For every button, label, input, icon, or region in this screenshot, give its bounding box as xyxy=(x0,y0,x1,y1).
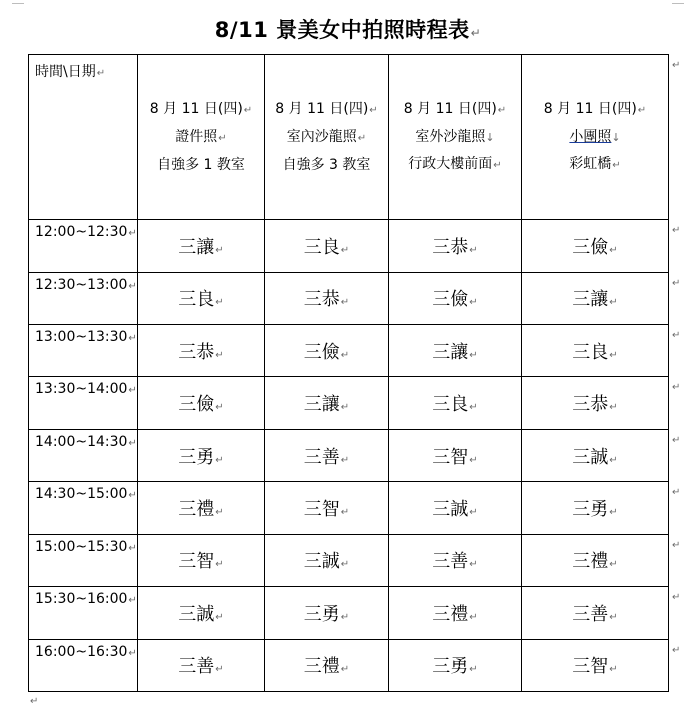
cell-end-mark-icon: ↵ xyxy=(357,133,367,145)
document-end-mark-icon: ↵ xyxy=(30,696,39,707)
class-name: 三儉 xyxy=(178,394,215,416)
column-type: 室內沙龍照 xyxy=(286,129,357,146)
class-cell xyxy=(522,377,669,429)
class-cell xyxy=(265,429,389,481)
cell-end-mark-icon: ↵ xyxy=(128,647,137,659)
class-cell xyxy=(389,587,522,639)
class-cell xyxy=(138,324,265,376)
class-cell xyxy=(138,587,265,639)
cell-end-mark-icon: ↵ xyxy=(128,542,137,554)
class-cell xyxy=(265,482,389,534)
class-cell xyxy=(138,220,265,272)
row-end-mark-icon: ↵ xyxy=(672,540,681,551)
column-date: 8 月 11 日(四) xyxy=(543,100,637,117)
cell-end-mark-icon: ↵ xyxy=(340,297,350,309)
cell-end-mark-icon: ↵ xyxy=(128,280,137,292)
class-name: 三誠 xyxy=(178,603,215,625)
class-name: 三恭 xyxy=(432,236,469,258)
header-column-1 xyxy=(138,55,265,220)
class-name: 三讓 xyxy=(178,236,215,258)
class-cell xyxy=(265,639,389,691)
line-break-arrow-icon: ↓ xyxy=(611,130,621,144)
class-cell xyxy=(522,482,669,534)
title-text: 8/11 景美女中拍照時程表 xyxy=(214,18,470,42)
schedule-row xyxy=(29,587,669,639)
cell-end-mark-icon: ↵ xyxy=(493,159,502,171)
cell-end-mark-icon: ↵ xyxy=(215,664,224,676)
cell-end-mark-icon: ↵ xyxy=(469,559,478,571)
class-cell xyxy=(138,429,265,481)
cell-end-mark-icon: ↵ xyxy=(609,402,618,414)
time-slot-label: 16:00~16:30 xyxy=(35,643,128,660)
time-slot-label: 13:30~14:00 xyxy=(35,381,128,398)
class-cell xyxy=(265,587,389,639)
cell-end-mark-icon: ↵ xyxy=(128,385,137,397)
class-name: 三禮 xyxy=(178,498,215,520)
class-name: 三善 xyxy=(303,446,340,468)
cell-end-mark-icon: ↵ xyxy=(340,506,350,518)
cell-end-mark-icon: ↵ xyxy=(128,437,137,449)
row-end-mark-icon: ↵ xyxy=(672,225,681,236)
class-cell xyxy=(138,482,265,534)
schedule-row xyxy=(29,429,669,481)
cell-end-mark-icon: ↵ xyxy=(469,349,478,361)
class-cell xyxy=(522,534,669,586)
cell-end-mark-icon: ↵ xyxy=(128,228,137,240)
class-name: 三善 xyxy=(178,656,215,678)
column-location: 彩虹橋 xyxy=(569,155,612,172)
cell-end-mark-icon: ↵ xyxy=(340,402,350,414)
time-slot-label: 12:30~13:00 xyxy=(35,276,128,293)
cell-end-mark-icon: ↵ xyxy=(609,611,618,623)
cell-end-mark-icon: ↵ xyxy=(215,244,224,256)
cell-end-mark-icon: ↵ xyxy=(340,611,350,623)
time-slot-label: 14:30~15:00 xyxy=(35,486,128,503)
time-slot-label: 12:00~12:30 xyxy=(35,224,128,241)
schedule-table xyxy=(28,54,669,692)
header-row xyxy=(29,55,669,220)
class-name: 三善 xyxy=(572,603,609,625)
schedule-row xyxy=(29,482,669,534)
document-title xyxy=(0,14,696,44)
cell-end-mark-icon: ↵ xyxy=(215,611,224,623)
class-name: 三智 xyxy=(432,446,469,468)
class-name: 三禮 xyxy=(303,656,340,678)
row-end-mark-icon: ↵ xyxy=(672,645,681,656)
page-corner-mark-right xyxy=(672,3,684,4)
class-name: 三誠 xyxy=(432,498,469,520)
row-end-mark-icon: ↵ xyxy=(672,330,681,341)
class-name: 三智 xyxy=(572,656,609,678)
row-end-mark-icon: ↵ xyxy=(672,592,681,603)
class-name: 三勇 xyxy=(432,656,469,678)
class-name: 三良 xyxy=(572,341,609,363)
cell-end-mark-icon: ↵ xyxy=(609,454,618,466)
row-end-mark-icon: ↵ xyxy=(672,278,681,289)
column-date: 8 月 11 日(四) xyxy=(275,101,369,118)
time-slot-cell xyxy=(29,220,138,272)
schedule-row xyxy=(29,639,669,691)
class-name: 三儉 xyxy=(303,341,340,363)
paragraph-mark-icon: ↵ xyxy=(470,26,482,40)
cell-end-mark-icon: ↵ xyxy=(469,297,478,309)
time-slot-cell xyxy=(29,639,138,691)
schedule-row xyxy=(29,377,669,429)
class-cell xyxy=(265,534,389,586)
cell-end-mark-icon: ↵ xyxy=(609,297,618,309)
class-cell xyxy=(389,324,522,376)
time-slot-cell xyxy=(29,377,138,429)
schedule-row xyxy=(29,220,669,272)
class-name: 三勇 xyxy=(303,603,340,625)
corner-label: 時間\日期 xyxy=(35,64,96,80)
time-slot-cell xyxy=(29,534,138,586)
column-location: 自強多 3 教室 xyxy=(282,157,371,174)
class-cell xyxy=(138,639,265,691)
cell-end-mark-icon: ↵ xyxy=(469,402,478,414)
time-slot-cell xyxy=(29,587,138,639)
class-name: 三智 xyxy=(303,498,340,520)
row-end-mark-icon: ↵ xyxy=(672,60,681,71)
class-name: 三恭 xyxy=(178,341,215,363)
header-corner-cell xyxy=(29,55,138,220)
row-end-mark-icon: ↵ xyxy=(672,487,681,498)
cell-end-mark-icon: ↵ xyxy=(215,506,224,518)
class-name: 三讓 xyxy=(432,341,469,363)
cell-end-mark-icon: ↵ xyxy=(469,664,478,676)
header-column-4 xyxy=(522,55,669,220)
schedule-row xyxy=(29,324,669,376)
cell-end-mark-icon: ↵ xyxy=(340,349,350,361)
column-location: 行政大樓前面 xyxy=(408,155,493,172)
column-type: 小團照 xyxy=(569,128,612,145)
class-name: 三善 xyxy=(432,551,469,573)
schedule-row xyxy=(29,272,669,324)
class-cell xyxy=(265,220,389,272)
cell-end-mark-icon: ↵ xyxy=(369,105,378,117)
time-slot-cell xyxy=(29,429,138,481)
cell-end-mark-icon: ↵ xyxy=(469,454,478,466)
cell-end-mark-icon: ↵ xyxy=(637,104,647,116)
cell-end-mark-icon: ↵ xyxy=(340,664,350,676)
cell-end-mark-icon: ↵ xyxy=(609,244,618,256)
class-name: 三禮 xyxy=(572,551,609,573)
class-name: 三儉 xyxy=(432,289,469,311)
time-slot-cell xyxy=(29,324,138,376)
class-cell xyxy=(389,220,522,272)
cell-end-mark-icon: ↵ xyxy=(215,349,224,361)
class-cell xyxy=(265,272,389,324)
cell-end-mark-icon: ↵ xyxy=(218,133,227,145)
cell-end-mark-icon: ↵ xyxy=(128,490,137,502)
time-slot-cell xyxy=(29,482,138,534)
cell-end-mark-icon: ↵ xyxy=(96,68,106,79)
cell-end-mark-icon: ↵ xyxy=(340,559,350,571)
time-slot-cell xyxy=(29,272,138,324)
class-cell xyxy=(522,220,669,272)
class-cell xyxy=(389,377,522,429)
class-name: 三恭 xyxy=(572,394,609,416)
header-column-3 xyxy=(389,55,522,220)
class-cell xyxy=(522,587,669,639)
cell-end-mark-icon: ↵ xyxy=(497,104,507,116)
time-slot-label: 13:00~13:30 xyxy=(35,328,128,345)
class-name: 三儉 xyxy=(572,236,609,258)
class-name: 三讓 xyxy=(572,289,609,311)
class-name: 三勇 xyxy=(572,498,609,520)
line-break-arrow-icon: ↓ xyxy=(485,130,495,144)
cell-end-mark-icon: ↵ xyxy=(340,454,350,466)
class-cell xyxy=(389,272,522,324)
cell-end-mark-icon: ↵ xyxy=(128,332,137,344)
class-cell xyxy=(265,324,389,376)
time-slot-label: 14:00~14:30 xyxy=(35,433,128,450)
class-cell xyxy=(522,272,669,324)
class-cell xyxy=(138,534,265,586)
class-cell xyxy=(389,482,522,534)
cell-end-mark-icon: ↵ xyxy=(609,559,618,571)
time-slot-label: 15:00~15:30 xyxy=(35,538,128,555)
column-type: 室外沙龍照 xyxy=(415,128,486,145)
cell-end-mark-icon: ↵ xyxy=(609,664,618,676)
column-type: 證件照 xyxy=(175,129,218,146)
class-cell xyxy=(522,639,669,691)
cell-end-mark-icon: ↵ xyxy=(469,611,478,623)
class-cell xyxy=(389,639,522,691)
class-cell xyxy=(138,272,265,324)
class-cell xyxy=(522,429,669,481)
header-column-2 xyxy=(265,55,389,220)
time-slot-label: 15:30~16:00 xyxy=(35,591,128,608)
class-name: 三讓 xyxy=(303,394,340,416)
schedule-row xyxy=(29,534,669,586)
class-name: 三禮 xyxy=(432,603,469,625)
class-name: 三誠 xyxy=(303,551,340,573)
column-date: 8 月 11 日(四) xyxy=(403,100,497,117)
row-end-mark-icon: ↵ xyxy=(672,435,681,446)
column-date: 8 月 11 日(四) xyxy=(149,101,243,118)
cell-end-mark-icon: ↵ xyxy=(215,297,224,309)
class-name: 三勇 xyxy=(178,446,215,468)
schedule-body xyxy=(29,220,669,692)
class-cell xyxy=(265,377,389,429)
column-location: 自強多 1 教室 xyxy=(157,157,245,174)
row-end-mark-icon: ↵ xyxy=(672,382,681,393)
class-name: 三誠 xyxy=(572,446,609,468)
class-name: 三良 xyxy=(303,236,340,258)
cell-end-mark-icon: ↵ xyxy=(128,595,137,607)
class-name: 三恭 xyxy=(303,289,340,311)
page-corner-mark-left xyxy=(12,3,24,4)
cell-end-mark-icon: ↵ xyxy=(215,559,224,571)
class-name: 三智 xyxy=(178,551,215,573)
cell-end-mark-icon: ↵ xyxy=(243,105,253,117)
cell-end-mark-icon: ↵ xyxy=(609,506,618,518)
class-cell xyxy=(389,534,522,586)
cell-end-mark-icon: ↵ xyxy=(215,454,224,466)
cell-end-mark-icon: ↵ xyxy=(469,244,478,256)
cell-end-mark-icon: ↵ xyxy=(215,402,224,414)
class-cell xyxy=(389,429,522,481)
class-name: 三良 xyxy=(432,394,469,416)
class-name: 三良 xyxy=(178,289,215,311)
class-cell xyxy=(522,324,669,376)
cell-end-mark-icon: ↵ xyxy=(469,506,478,518)
cell-end-mark-icon: ↵ xyxy=(609,349,618,361)
cell-end-mark-icon: ↵ xyxy=(612,159,621,171)
cell-end-mark-icon: ↵ xyxy=(340,244,350,256)
class-cell xyxy=(138,377,265,429)
